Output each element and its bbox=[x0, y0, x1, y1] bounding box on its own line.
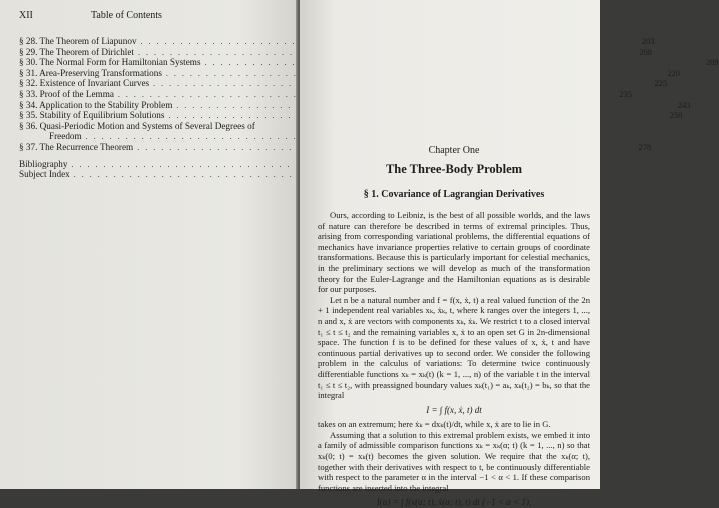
toc-entry-title: Bibliography bbox=[19, 158, 68, 169]
toc-entry bbox=[19, 169, 284, 180]
running-title: Table of Contents bbox=[91, 10, 162, 21]
toc-entry-page: 208 bbox=[639, 47, 652, 57]
toc-entry-page: 220 bbox=[667, 68, 680, 78]
toc-entry bbox=[19, 46, 652, 58]
paragraph: takes on an extremum; here ẋₖ = dxₖ(t)/dt, while x, ẋ are to lie in G. bbox=[318, 419, 551, 430]
toc-entry-title: § 31. Area-Preserving Transformations bbox=[19, 67, 162, 78]
toc-entry-page: 278 bbox=[638, 142, 652, 152]
chapter-label: Chapter One bbox=[428, 145, 480, 156]
toc-entry bbox=[19, 36, 655, 47]
toc-entry-title: § 33. Proof of the Lemma bbox=[19, 88, 114, 99]
toc-entry bbox=[19, 88, 632, 100]
toc-entry-page: 225 bbox=[654, 79, 668, 89]
toc-entry bbox=[19, 99, 691, 111]
page-number: XII bbox=[19, 10, 33, 21]
paragraph: Assuming that a solution to this extremal problem exists, we embed it into a family of admissible comparison functions xₖ = xₖ(α; t) (k = 1, ..., n) so that xₖ(0; t) = xₖ(t) becomes the given solution. We require that the xₖ(α; t), together with their derivatives with respect to t, be continuously differentiable with respect to the parameter α in the interval −1 < α < 1. If these comparison functions are inserted into the integral bbox=[318, 429, 590, 493]
toc-entry-title: Freedom bbox=[49, 131, 82, 142]
formula: I = ∫ f(x, ẋ, t) dt bbox=[426, 404, 482, 415]
paragraph: Let n be a natural number and f = f(x, ẋ, t) a real valued function of the 2n + 1 independent real variables xₖ, ẋₖ, t, where k ranges over the integers 1, ..., n and x, ẋ are vectors with components xₖ, ẋₖ. We restrict t to a closed interval t₁ ≤ t ≤ t₂ and the remaining variables x, ẋ to an open set G in 2n-dimensional space. The function f is to be defined for these values of x, ẋ, t and have continuous partial derivatives up to second order. We consider the following problem in the calculus of variations: To determine twice continuously differentiable functions xₖ = xₖ(t) (k = 1, ..., n) of the variable t in the interval t₁ ≤ t ≤ t₂, with preassigned boundary values xₖ(t₁) = aₖ, xₖ(t₂) = bₖ, so that the integral bbox=[318, 294, 590, 401]
toc-entry-title: § 32. Existence of Invariant Curves bbox=[19, 78, 150, 89]
body-text bbox=[318, 210, 590, 508]
toc-entry-page: 243 bbox=[677, 100, 691, 110]
toc-entry-title: Subject Index bbox=[19, 169, 70, 180]
right-page bbox=[300, 0, 600, 508]
toc-entry-page: 250 bbox=[669, 111, 683, 121]
toc-entry-page: 209 bbox=[705, 58, 719, 68]
toc-entry-title: § 36. Quasi-Periodic Motion and Systems of Several Degrees of bbox=[19, 120, 255, 131]
toc-entry-title: § 35. Stability of Equilibrium Solutions bbox=[19, 110, 165, 121]
toc-entry bbox=[19, 110, 683, 121]
section-title: § 1. Covariance of Lagrangian Derivatives bbox=[363, 189, 545, 200]
toc-entry-page: 203 bbox=[641, 37, 655, 46]
formula: I(α) = ∫ f(x(α; t), ẋ(α; t), t) dt (−1 < α < 1), bbox=[376, 497, 532, 508]
toc-entry-title: § 30. The Normal Form for Hamiltonian Systems bbox=[19, 57, 201, 68]
toc-entry-title: § 28. The Theorem of Liapunov bbox=[19, 36, 137, 46]
toc-entry-title: § 29. The Theorem of Dirichlet bbox=[19, 46, 134, 57]
toc-entry bbox=[19, 78, 668, 89]
toc-entry bbox=[19, 131, 284, 142]
toc-entry bbox=[19, 159, 284, 170]
paragraph: Ours, according to Leibniz, is the best of all possible worlds, and the laws of nature can therefore be described in terms of extremal principles. Thus, arising from corresponding variational problems, the differential equations of mechanics have invariance properties relative to certain groups of coordinate transformations. Because this is particularly important for celestial mechanics, in the preliminary sections we will develop as much of the transformation theory for the Euler-Lagrange and the Hamiltonian equations as is desirable for our purposes. bbox=[318, 210, 590, 295]
toc-entry-title: § 37. The Recurrence Theorem bbox=[19, 141, 134, 152]
toc-entry-page: 235 bbox=[619, 89, 632, 99]
toc-entry-title: § 34. Application to the Stability Problem bbox=[19, 99, 173, 110]
running-header bbox=[19, 10, 284, 26]
toc-entry bbox=[19, 57, 719, 68]
toc-entry bbox=[19, 121, 284, 132]
chapter-title: The Three-Body Problem bbox=[385, 162, 523, 176]
toc-entry bbox=[19, 67, 680, 79]
